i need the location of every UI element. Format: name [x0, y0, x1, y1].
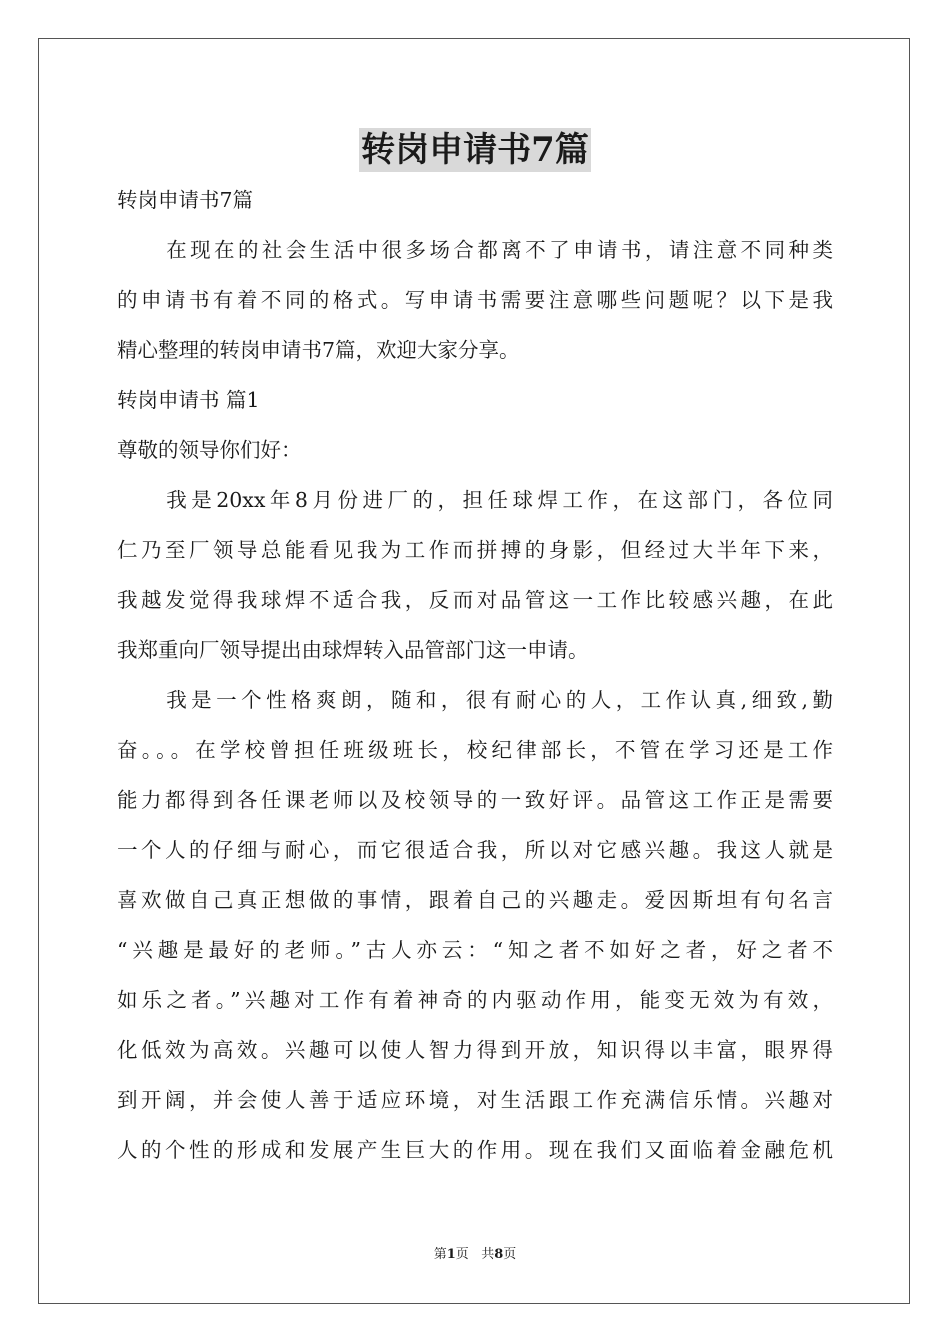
text-line: 的申请书有着不同的格式。写申请书需要注意哪些问题呢？以下是我	[117, 288, 833, 312]
document-body	[117, 178, 833, 1178]
footer-page-suffix: 页	[455, 1247, 469, 1262]
text-line: 精心整理的转岗申请书7篇，欢迎大家分享。	[117, 338, 520, 362]
text-line: 如乐之者。”兴趣对工作有着神奇的内驱动作用，能变无效为有效，	[117, 988, 833, 1012]
text-line: 喜欢做自己真正想做的事情，跟着自己的兴趣走。爱因斯坦有句名言	[117, 888, 833, 912]
text-line: 转岗申请书 篇1	[117, 388, 260, 412]
footer-page-number: 1	[446, 1247, 456, 1262]
text-line: 我是20xx年8月份进厂的，担任球焊工作，在这部门，各位同	[166, 488, 833, 512]
text-line: 奋。。。在学校曾担任班级班长，校纪律部长，不管在学习还是工作	[117, 738, 833, 762]
text-line: 仁乃至厂领导总能看见我为工作而拼搏的身影，但经过大半年下来，	[117, 538, 833, 562]
text-line: 我越发觉得我球焊不适合我，反而对品管这一工作比较感兴趣，在此	[117, 588, 833, 612]
text-line: 到开阔，并会使人善于适应环境，对生活跟工作充满信乐情。兴趣对	[117, 1088, 833, 1112]
footer-total-suffix: 页	[503, 1247, 517, 1262]
text-line: 尊敬的领导你们好：	[117, 438, 302, 462]
text-line: 一个人的仔细与耐心，而它很适合我，所以对它感兴趣。我这人就是	[117, 838, 833, 862]
footer-total-pages: 8	[494, 1247, 504, 1262]
footer-total-prefix: 共	[481, 1247, 495, 1262]
text-line: 能力都得到各任课老师以及校领导的一致好评。品管这工作正是需要	[117, 788, 833, 812]
footer-prefix: 第	[433, 1247, 447, 1262]
text-line: 我郑重向厂领导提出由球焊转入品管部门这一申请。	[117, 638, 589, 662]
title-wrap	[0, 128, 950, 172]
text-line: 化低效为高效。兴趣可以使人智力得到开放，知识得以丰富，眼界得	[117, 1038, 833, 1062]
text-line: 在现在的社会生活中很多场合都离不了申请书，请注意不同种类	[166, 238, 833, 262]
text-line: “兴趣是最好的老师。”古人亦云：“知之者不如好之者，好之者不	[117, 938, 833, 962]
text-line: 人的个性的形成和发展产生巨大的作用。现在我们又面临着金融危机	[117, 1138, 833, 1162]
text-line: 我是一个性格爽朗，随和，很有耐心的人，工作认真,细致,勤	[166, 688, 833, 712]
document-title: 转岗申请书7篇	[361, 130, 589, 170]
page-footer	[0, 1243, 950, 1262]
text-line: 转岗申请书7篇	[117, 188, 254, 212]
